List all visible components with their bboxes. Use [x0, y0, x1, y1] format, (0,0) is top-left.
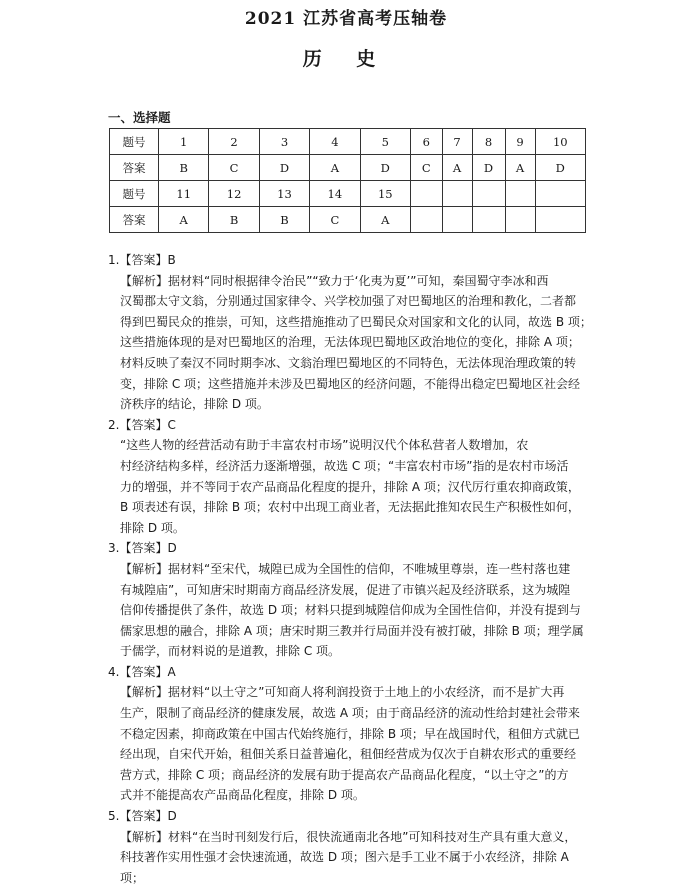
table-cell: 15: [360, 181, 410, 207]
row-label: 答案: [110, 155, 159, 181]
explanation-line: 【解析】据材料“以土守之”可知商人将利润投资于土地上的小农经济，而不是扩大再: [120, 685, 565, 700]
table-cell: 5: [360, 129, 410, 155]
answer-line: 1.【答案】B: [108, 253, 176, 267]
explanation-line: 生产，限制了商品经济的健康发展，故选 A 项；由于商品经济的流动性给封建社会带来: [120, 706, 580, 721]
explanation-line: 于儒学，而材料说的是道教，排除 C 项。: [120, 644, 341, 659]
explanation-line: 济秩序的结论，排除 D 项。: [120, 397, 269, 412]
explanation-line: 变，排除 C 项；这些措施并未涉及巴蜀地区的经济问题，不能得出稳定巴蜀地区社会经: [120, 376, 581, 391]
table-cell: [442, 207, 472, 233]
table-cell: D: [259, 155, 309, 181]
explanation-line: 式并不能提高农产品商品化程度，排除 D 项。: [120, 788, 365, 803]
table-row: [110, 181, 586, 207]
explanation-line: 信仰传播提供了条件，故选 D 项；材料只提到城隍信仰成为全国性信仰，并没有提到与: [120, 603, 581, 618]
explanation-line: B 项表述有误，排除 B 项；农村中出现工商业者，无法据此推知农民生产积极性如何，: [120, 500, 580, 515]
table-cell: D: [472, 155, 505, 181]
explanation-line: “这些人物的经营活动有助于丰富农村市场”说明汉代个体私营者人数增加，农: [120, 438, 529, 453]
explanation-line: 【解析】据材料“至宋代，城隍已成为全国性的信仰，不唯城里尊崇，连一些村落也建: [120, 561, 571, 576]
section-heading: 一、选择题: [108, 110, 171, 125]
table-cell: A: [505, 155, 535, 181]
explanation-line: 得到巴蜀民众的推崇，可知，这些措施推动了巴蜀民众对国家和文化的认同，故选 B 项；: [120, 314, 592, 329]
table-cell: 6: [410, 129, 442, 155]
explanation-line: 排除 D 项。: [120, 520, 185, 535]
explanation-line: 儒家思想的融合，排除 A 项；唐宋时期三教并行局面并没有被打破，排除 B 项；理学属: [120, 623, 584, 638]
explanation-line: 材料反映了秦汉不同时期李冰、文翁治理巴蜀地区的不同特色，无法体现治理政策的转: [120, 355, 577, 370]
explanation-line: 经出现，自宋代开始，租佃关系日益普遍化，租佃经营成为仅次于自耕农形式的重要经: [120, 747, 577, 762]
table-cell: [505, 181, 535, 207]
subject-title: 历 史: [302, 48, 390, 70]
table-cell: 4: [310, 129, 360, 155]
explanation-line: 汉蜀郡太守文翁，分别通过国家律令、兴学校加强了对巴蜀地区的治理和教化，二者都: [120, 294, 577, 309]
answer-line: 2.【答案】C: [108, 417, 176, 432]
table-cell: 1: [159, 129, 209, 155]
answer-line: 3.【答案】D: [108, 541, 177, 556]
table-cell: A: [159, 207, 209, 233]
table-cell: D: [360, 155, 410, 181]
table-cell: A: [360, 207, 410, 233]
table-cell: 9: [505, 129, 535, 155]
answer-line: 4.【答案】A: [108, 664, 176, 679]
table-cell: 12: [209, 181, 259, 207]
table-cell: A: [442, 155, 472, 181]
row-label: 答案: [110, 207, 159, 233]
explanation-line: 这些措施体现的是对巴蜀地区的治理，无法体现巴蜀地区政治地位的变化，排除 A 项；: [120, 335, 580, 350]
row-label: 题号: [110, 181, 159, 207]
table-cell: 8: [472, 129, 505, 155]
table-cell: [505, 207, 535, 233]
answer-table: [109, 128, 586, 233]
table-cell: 11: [159, 181, 209, 207]
table-cell: [472, 207, 505, 233]
explanation-line: 科技著作实用性强才会快速流通，故选 D 项；图六是手工业不属于小农经济，排除 A 项；: [120, 850, 569, 885]
table-cell: 2: [209, 129, 259, 155]
table-cell: 3: [259, 129, 309, 155]
table-cell: [535, 181, 585, 207]
explanation-line: 【解析】材料“在当时刊刻发行后，很快流通南北各地”可知科技对生产具有重大意义，: [120, 829, 577, 844]
table-cell: [442, 181, 472, 207]
table-cell: C: [209, 155, 259, 181]
table-cell: [410, 207, 442, 233]
table-cell: [410, 181, 442, 207]
table-cell: 7: [442, 129, 472, 155]
table-cell: [472, 181, 505, 207]
table-cell: [535, 207, 585, 233]
table-cell: B: [159, 155, 209, 181]
table-row: [110, 129, 586, 155]
row-label: 题号: [110, 129, 159, 155]
table-cell: B: [209, 207, 259, 233]
table-cell: D: [535, 155, 585, 181]
exam-title: 2021 江苏省高考压轴卷: [244, 9, 448, 29]
explanation-line: 村经济结构多样，经济活力逐渐增强，故选 C 项；“丰富农村市场”指的是农村市场活: [120, 458, 569, 473]
answer-line: 5.【答案】D: [108, 809, 177, 824]
explanation-line: 不稳定因素，抑商政策在中国古代始终施行，排除 B 项；早在战国时代，租佃方式就已: [120, 726, 580, 741]
table-cell: 14: [310, 181, 360, 207]
table-cell: 10: [535, 129, 585, 155]
table-cell: A: [310, 155, 360, 181]
table-cell: C: [310, 207, 360, 233]
table-cell: 13: [259, 181, 309, 207]
table-cell: C: [410, 155, 442, 181]
explanation-line: 【解析】据材料“同时根据律令治民”“致力于‘化夷为夏’”可知，秦国蜀守李冰和西: [120, 273, 549, 288]
explanation-line: 营方式，排除 C 项；商品经济的发展有助于提高农产品商品化程度，“以土守之”的方: [120, 767, 569, 782]
explanation-line: 有城隍庙”，可知唐宋时期南方商品经济发展，促进了市镇兴起及经济联系，这为城隍: [120, 582, 571, 597]
explanation-line: 力的增强，并不等同于农产品商品化程度的提升，排除 A 项；汉代厉行重农抑商政策，: [120, 479, 580, 494]
table-row: [110, 155, 586, 181]
table-row: [110, 207, 586, 233]
explanation-text: [108, 250, 592, 888]
table-cell: B: [259, 207, 309, 233]
